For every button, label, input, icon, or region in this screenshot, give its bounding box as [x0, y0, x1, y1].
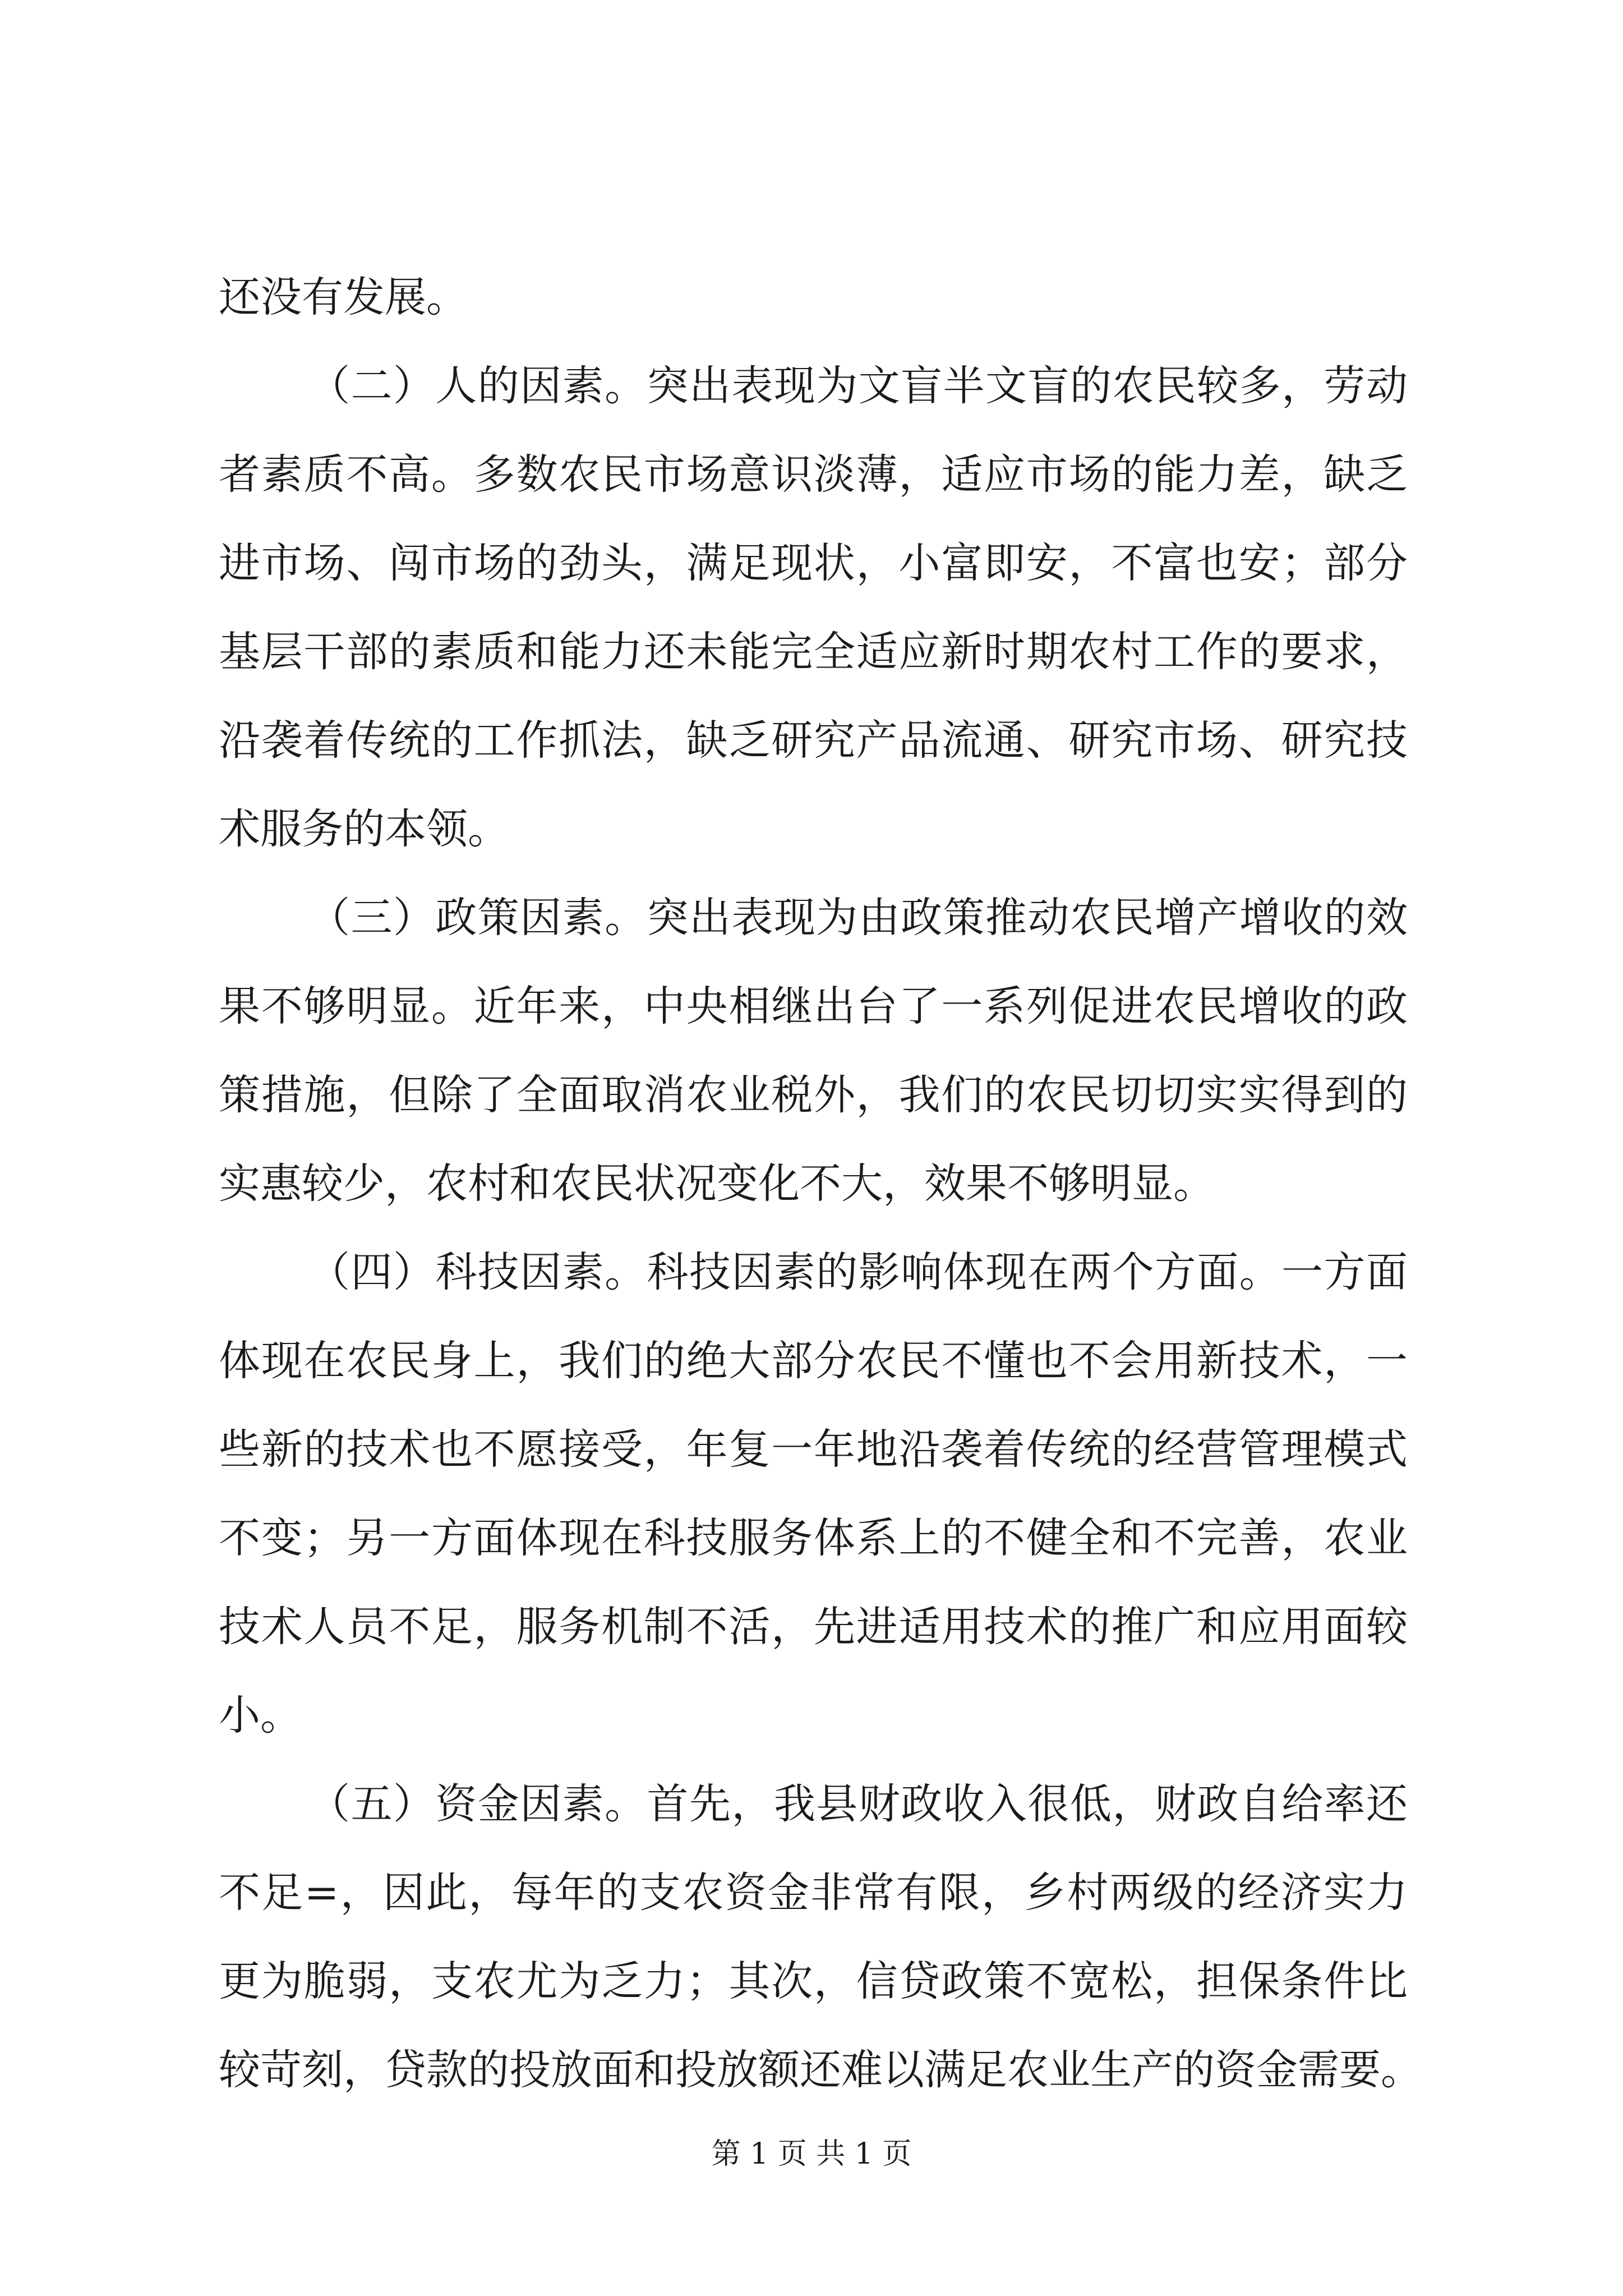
text-line: 技术人员不足，服务机制不活，先进适用技术的推广和应用面较	[219, 1603, 1408, 1651]
text-line: 基层干部的素质和能力还未能完全适应新时期农村工作的要求，	[219, 628, 1408, 676]
paragraph-heading-line: （五）资金因素。首先，我县财政收入很低，财政自给率还	[308, 1780, 1408, 1828]
text-line: 策措施，但除了全面取消农业税外，我们的农民切切实实得到的	[219, 1071, 1408, 1119]
text-line: 还没有发展。	[219, 273, 468, 321]
text-line: 不变；另一方面体现在科技服务体系上的不健全和不完善，农业	[219, 1514, 1408, 1562]
text-line: 进市场、闯市场的劲头，满足现状，小富即安，不富也安；部分	[219, 539, 1408, 587]
text-line: 小。	[219, 1691, 302, 1740]
text-line: 术服务的本领。	[219, 805, 509, 853]
text-line: 果不够明显。近年来，中央相继出台了一系列促进农民增收的政	[219, 982, 1408, 1030]
paragraph-heading-line: （三）政策因素。突出表现为由政策推动农民增产增收的效	[308, 894, 1408, 942]
paragraph-heading-line: （四）科技因素。科技因素的影响体现在两个方面。一方面	[308, 1248, 1408, 1296]
text-line: 不足=，因此，每年的支农资金非常有限，乡村两级的经济实力	[219, 1869, 1408, 1917]
page-footer: 第 1 页 共 1 页	[711, 2137, 912, 2171]
text-line: 些新的技术也不愿接受，年复一年地沿袭着传统的经营管理模式	[219, 1425, 1408, 1474]
text-line: 实惠较少，农村和农民状况变化不大，效果不够明显。	[219, 1159, 1215, 1208]
paragraph-heading-line: （二）人的因素。突出表现为文盲半文盲的农民较多，劳动	[308, 362, 1408, 410]
text-line: 沿袭着传统的工作抓法，缺乏研究产品流通、研究市场、研究技	[219, 716, 1408, 765]
text-line: 更为脆弱，支农尤为乏力；其次，信贷政策不宽松，担保条件比	[219, 1957, 1408, 2005]
text-line: 较苛刻，贷款的投放面和投放额还难以满足农业生产的资金需要。	[219, 2046, 1422, 2094]
text-line: 者素质不高。多数农民市场意识淡薄，适应市场的能力差，缺乏	[219, 450, 1408, 499]
text-line: 体现在农民身上，我们的绝大部分农民不懂也不会用新技术，一	[219, 1337, 1408, 1385]
